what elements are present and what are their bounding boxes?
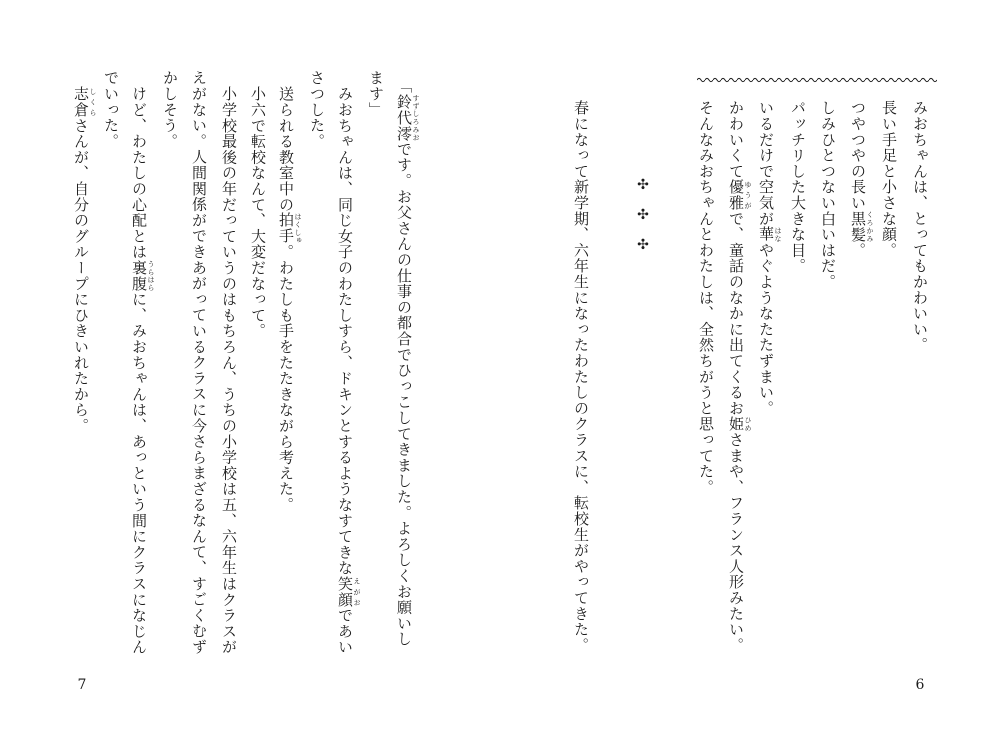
text-column [691, 100, 721, 495]
ruby-reading: すずしろみお [412, 93, 420, 142]
ruby-word [395, 93, 420, 142]
text-run: でいった。 [102, 70, 120, 149]
ruby-word [727, 416, 752, 432]
text-column [272, 86, 302, 513]
text-run: さまや、フランス人形みたい。 [727, 431, 745, 654]
text-column [722, 100, 752, 653]
ruby-base: 拍手 [277, 212, 295, 245]
text-run: パッチリした大きな目。 [789, 100, 807, 274]
text-column [752, 100, 782, 416]
ruby-base: 裏腹 [130, 259, 148, 292]
ruby-word [277, 212, 302, 245]
text-column [155, 70, 185, 149]
text-run: 。わたしも手をたたきながら考えた。 [277, 244, 295, 513]
page-number: 6 [915, 677, 925, 693]
text-run: さつした。 [308, 70, 326, 149]
text-run: みおちゃんは、とってもかわいい。 [911, 100, 929, 353]
ruby-base: 姫 [727, 416, 745, 432]
ruby-word [130, 259, 155, 292]
text-column [125, 86, 155, 655]
text-run: ます」 [367, 70, 385, 118]
ruby-reading: うらはら [147, 259, 155, 292]
text-column [361, 70, 391, 117]
text-run: やぐようなたたずまい。 [757, 242, 775, 417]
ruby-reading: はな [774, 226, 782, 243]
text-run: であい [336, 607, 354, 655]
ruby-base: 黒髪 [849, 210, 867, 243]
ruby-word [72, 86, 97, 118]
text-run: です。お父さんの仕事の都合でひっこしてきました。よろしくお願いし [395, 141, 413, 647]
text-column [813, 100, 843, 290]
text-run: 。 [849, 242, 867, 259]
text-column [184, 70, 214, 655]
text-column [566, 100, 596, 653]
text-run: いるだけで空気が [757, 100, 775, 227]
ruby-reading: くろかみ [866, 210, 874, 243]
text-run: 「 [395, 78, 413, 94]
text-column [390, 78, 420, 647]
ruby-word [757, 226, 782, 243]
section-break-ornament-icon: ✣ [637, 207, 649, 223]
ruby-base: 鈴代澪 [395, 93, 413, 142]
text-column [783, 100, 813, 274]
text-run: えがない。人間関係ができあがっているクラスに今さらまざるなんて、すごくむず [190, 70, 208, 655]
ruby-reading: ゆうが [744, 179, 752, 211]
text-run: けど、わたしの心配とは [130, 86, 148, 260]
text-column [302, 70, 332, 149]
text-column [96, 70, 126, 149]
text-column [331, 86, 361, 655]
text-run: 小学校最後の年だっていうのはもちろん、うちの小学校は五、六年生はクラスが [220, 86, 238, 655]
ruby-reading: はくしゅ [294, 212, 302, 244]
text-column [844, 100, 874, 258]
text-run: で、童話のなかに出てくるお [727, 210, 745, 417]
text-column [243, 86, 273, 339]
page-number: 7 [77, 677, 87, 693]
text-run: つやつやの長い [849, 100, 867, 211]
text-run: 長い手足と小さな顔。 [880, 100, 898, 258]
text-column [874, 100, 904, 258]
ruby-reading: えがお [353, 575, 361, 608]
ruby-word [727, 179, 752, 211]
text-column [67, 86, 97, 434]
ruby-base: 優雅 [727, 179, 745, 211]
ruby-word [336, 575, 361, 608]
text-run: に、みおちゃんは、あっという間にクラスになじん [130, 291, 148, 655]
text-run: さんが、自分のグループにひきいれたから。 [72, 117, 90, 434]
ruby-reading: しくら [89, 86, 97, 118]
ruby-reading: ひめ [744, 416, 752, 432]
ruby-base: 笑顔 [336, 575, 354, 608]
ruby-base: 華 [757, 226, 775, 243]
text-run: 春になって新学期、六年生になったわたしのクラスに、転校生がやってきた。 [572, 100, 590, 653]
section-break-ornament-icon: ✣ [637, 237, 649, 253]
text-run: かわいくて [727, 100, 745, 179]
text-run: しみひとつない白いはだ。 [819, 100, 837, 290]
text-run: 送られる教室中の [277, 86, 295, 213]
right-page [500, 0, 1000, 735]
ruby-word [849, 210, 874, 243]
text-run: みおちゃんは、同じ女子のわたしすら、ドキンとするようなすてきな [336, 86, 354, 576]
text-column [214, 86, 244, 655]
wavy-rule-ornament [697, 76, 937, 84]
section-break-ornament-icon: ✣ [637, 177, 649, 193]
text-column [905, 100, 935, 353]
text-run: かしそう。 [161, 70, 179, 149]
ruby-base: 志倉 [72, 86, 90, 118]
text-run: そんなみおちゃんとわたしは、全然ちがうと思ってた。 [697, 100, 715, 495]
text-run: 小六で転校なんて、大変だなって。 [249, 86, 267, 339]
